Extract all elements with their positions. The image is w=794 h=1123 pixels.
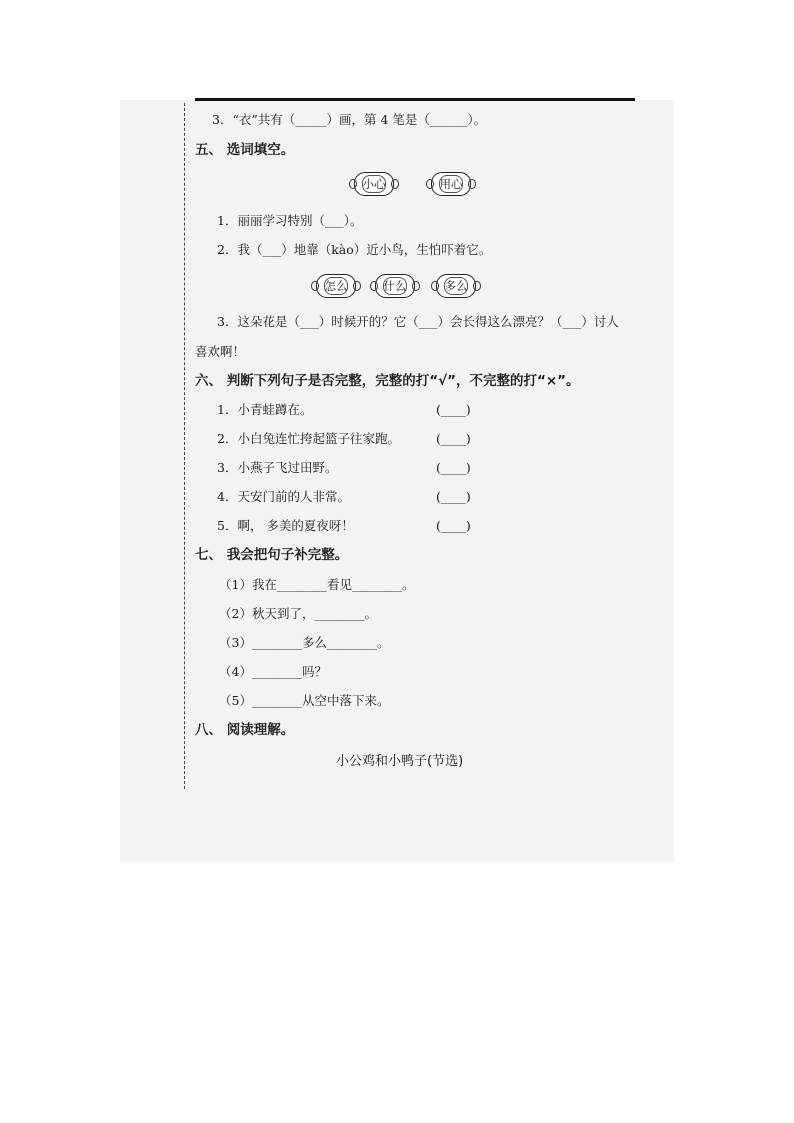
s6-answer-blank-5: (____) <box>436 518 471 533</box>
s7-item-5: （5）________从空中落下来。 <box>219 693 390 708</box>
section-7-heading: 七、 我会把句子补完整。 <box>195 547 349 563</box>
passage-title: 小公鸡和小鸭子(节选) <box>336 754 464 769</box>
s6-item-5: 5．啊， 多美的夏夜呀！ <box>217 518 354 533</box>
s5-item-3-line2: 喜欢啊！ <box>195 344 246 359</box>
s6-item-4: 4．天安门前的人非常。 <box>217 489 350 504</box>
word-box-duome: 多么 <box>436 274 476 298</box>
worksheet-page <box>120 100 674 862</box>
s7-item-3: （3）________多么________。 <box>219 635 390 650</box>
s6-item-2: 2．小白兔连忙挎起篮子往家跑。 <box>217 431 400 446</box>
top-rule <box>195 98 635 101</box>
word-box-zenme: 怎么 <box>316 274 356 298</box>
s5-item-2: 2．我（___）地靠（kào）近小鸟，生怕吓着它。 <box>217 242 492 257</box>
word-box-shenme: 什么 <box>375 274 415 298</box>
s7-item-1: （1）我在________看见________。 <box>219 577 415 592</box>
section-8-heading: 八、 阅读理解。 <box>195 722 295 738</box>
word-box-yongxin: 用心 <box>431 172 471 196</box>
s6-answer-blank-3: (____) <box>436 460 471 475</box>
q4-item-3: 3．“衣”共有（_____）画，第 4 笔是（______）。 <box>212 112 487 127</box>
s5-item-3-line1: 3．这朵花是（___）时候开的？它（___）会长得这么漂亮？（___）讨人 <box>217 314 619 329</box>
word-box-xiaoxin: 小心 <box>354 172 394 196</box>
s6-item-1: 1．小青蛙蹲在。 <box>217 402 313 417</box>
section-6-heading: 六、 判断下列句子是否完整，完整的打“√”，不完整的打“×”。 <box>195 373 580 389</box>
section-5-heading: 五、 选词填空。 <box>195 142 295 158</box>
s7-item-4: （4）________吗？ <box>219 664 327 679</box>
s5-item-1: 1．丽丽学习特别（___）。 <box>217 213 363 228</box>
s6-answer-blank-2: (____) <box>436 431 471 446</box>
s6-item-3: 3．小燕子飞过田野。 <box>217 460 338 475</box>
s6-answer-blank-4: (____) <box>436 489 471 504</box>
s6-answer-blank-1: (____) <box>436 402 471 417</box>
binding-dashed-line <box>184 103 185 789</box>
s7-item-2: （2）秋天到了，________。 <box>219 606 377 621</box>
